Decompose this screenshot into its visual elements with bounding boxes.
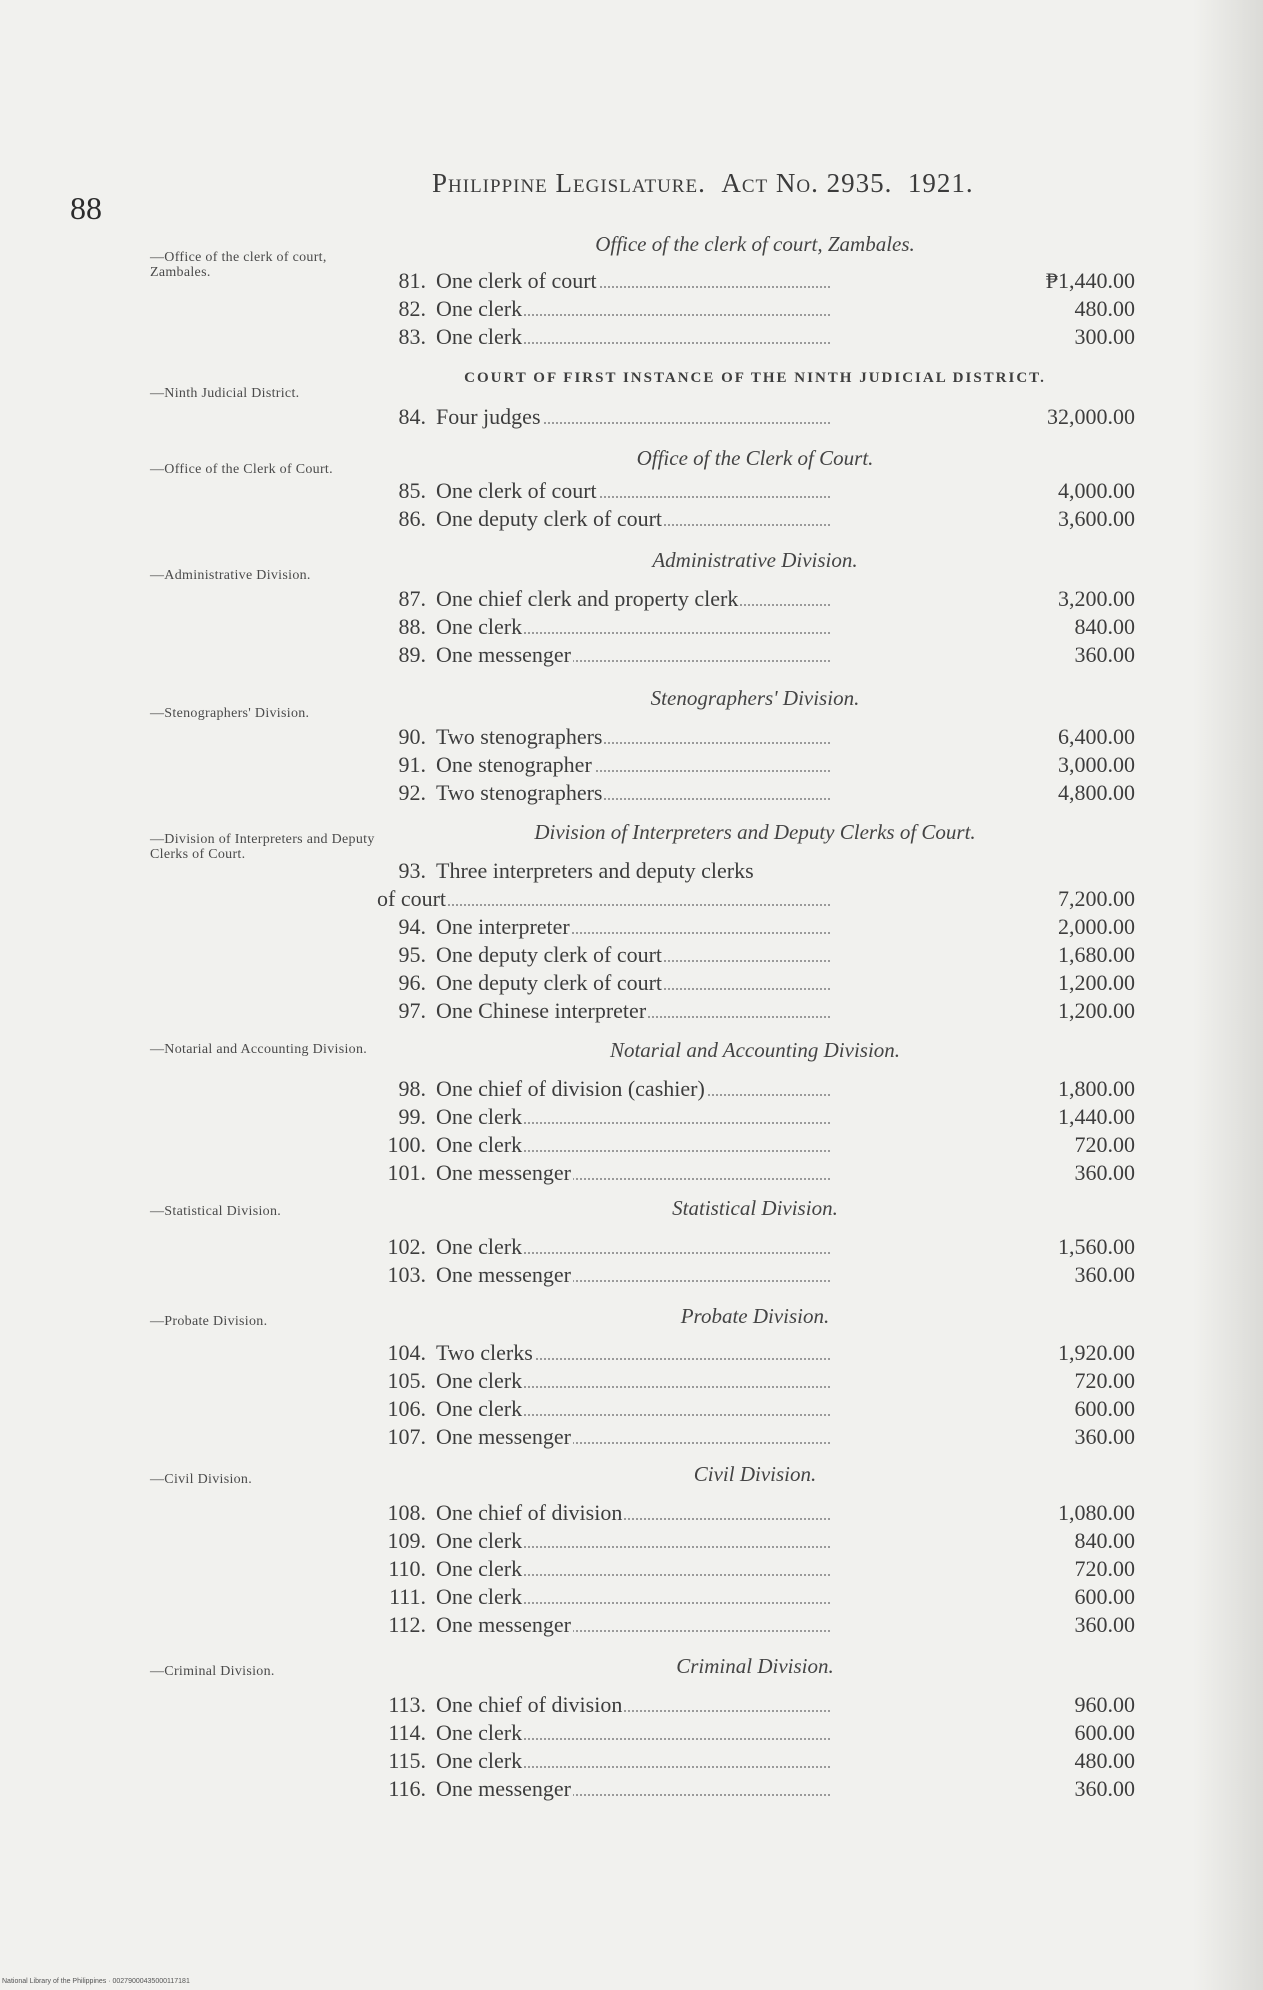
item-amount: 840.00: [1074, 1528, 1135, 1553]
item-description-continued: of court: [377, 886, 830, 912]
salary-row: [380, 1528, 1135, 1556]
salary-row: [380, 324, 1135, 352]
item-amount: 3,000.00: [1058, 752, 1135, 777]
running-head-year: 1921.: [907, 168, 974, 198]
salary-row: [380, 1692, 1135, 1720]
salary-row: [380, 506, 1135, 534]
item-description: One deputy clerk of court: [436, 970, 830, 996]
item-amount: 360.00: [1074, 1160, 1135, 1185]
item-number: 90.: [398, 724, 426, 749]
item-amount: 360.00: [1074, 642, 1135, 667]
item-description: One clerk: [436, 1720, 830, 1746]
salary-row: [380, 1262, 1135, 1290]
item-description: One Chinese interpreter: [436, 998, 830, 1024]
item-number: 98.: [398, 1076, 426, 1101]
item-number: 85.: [398, 478, 426, 503]
salary-row: [380, 914, 1135, 942]
running-head-legislature: Philippine Legislature.: [432, 168, 706, 198]
item-amount: 360.00: [1074, 1262, 1135, 1287]
item-amount: 600.00: [1074, 1584, 1135, 1609]
item-amount: 1,680.00: [1058, 942, 1135, 967]
item-amount: 720.00: [1074, 1132, 1135, 1157]
item-amount: 720.00: [1074, 1368, 1135, 1393]
item-number: 86.: [398, 506, 426, 531]
item-description: One deputy clerk of court: [436, 506, 830, 532]
item-number: 109.: [387, 1528, 426, 1553]
item-description: One stenographer: [436, 752, 830, 778]
item-number: 115.: [388, 1748, 426, 1773]
salary-row: [380, 478, 1135, 506]
item-description: One deputy clerk of court: [436, 942, 830, 968]
item-description: One clerk: [436, 614, 830, 640]
salary-row: [380, 752, 1135, 780]
item-description: One clerk: [436, 1368, 830, 1394]
item-amount: 1,200.00: [1058, 998, 1135, 1023]
item-number: 116.: [388, 1776, 426, 1801]
salary-row: [380, 404, 1135, 432]
item-number: 101.: [387, 1160, 426, 1185]
item-number: 95.: [398, 942, 426, 967]
section-title: Notarial and Accounting Division.: [609, 1038, 901, 1062]
margin-note: —Stenographers' Division.: [150, 706, 310, 721]
item-amount: 1,800.00: [1058, 1076, 1135, 1101]
item-amount: 480.00: [1074, 1748, 1135, 1773]
section-title: Stenographers' Division.: [650, 686, 860, 710]
salary-row: [380, 1556, 1135, 1584]
item-amount: 1,560.00: [1058, 1234, 1135, 1259]
salary-row: [380, 1368, 1135, 1396]
item-number: 94.: [398, 914, 426, 939]
item-description: Two clerks: [436, 1340, 830, 1366]
item-number: 99.: [398, 1104, 426, 1129]
item-number: 114.: [388, 1720, 426, 1745]
item-number: 107.: [387, 1424, 426, 1449]
item-amount: 1,920.00: [1058, 1340, 1135, 1365]
item-description: One chief of division (cashier): [436, 1076, 830, 1102]
section-title: Office of the Clerk of Court.: [636, 446, 874, 470]
section-title: Probate Division.: [680, 1304, 830, 1328]
item-number: 88.: [398, 614, 426, 639]
margin-note: —Criminal Division.: [150, 1664, 275, 1679]
item-amount: 1,440.00: [1058, 1104, 1135, 1129]
item-number: 83.: [398, 324, 426, 349]
item-number: 82.: [398, 296, 426, 321]
salary-row: [380, 586, 1135, 614]
margin-note: —Administrative Division.: [150, 568, 311, 583]
item-amount: 480.00: [1074, 296, 1135, 321]
section-title: COURT OF FIRST INSTANCE OF THE NINTH JUDICIAL DISTRICT.: [464, 370, 1046, 386]
item-description: One clerk of court: [436, 268, 830, 294]
item-amount: 4,800.00: [1058, 780, 1135, 805]
item-number: 111.: [389, 1584, 426, 1609]
item-description: Two stenographers: [436, 724, 830, 750]
page-edge-shadow: [1193, 0, 1263, 1990]
item-number: 102.: [387, 1234, 426, 1259]
item-description: One clerk: [436, 1584, 830, 1610]
item-amount: 4,000.00: [1058, 478, 1135, 503]
item-amount: 360.00: [1074, 1612, 1135, 1637]
item-number: 104.: [387, 1340, 426, 1365]
item-number: 81.: [398, 268, 426, 293]
salary-row: [380, 942, 1135, 970]
item-amount: 7,200.00: [1058, 886, 1135, 911]
item-number: 93.: [398, 858, 426, 883]
salary-row: [380, 642, 1135, 670]
item-description: One chief clerk and property clerk: [436, 586, 830, 612]
margin-note: —Division of Interpreters and Deputy Clerks of Court.: [150, 832, 375, 862]
item-amount: 1,080.00: [1058, 1500, 1135, 1525]
item-description: One clerk: [436, 296, 830, 322]
running-head: [432, 168, 1072, 199]
salary-row: [380, 998, 1135, 1026]
salary-row: [380, 1160, 1135, 1188]
item-description: One clerk: [436, 1396, 830, 1422]
margin-note: —Ninth Judicial District.: [150, 386, 300, 401]
item-description: One clerk of court: [436, 478, 830, 504]
item-number: 87.: [398, 586, 426, 611]
salary-row: [380, 780, 1135, 808]
margin-note: —Statistical Division.: [150, 1204, 282, 1219]
item-description: One interpreter: [436, 914, 830, 940]
item-description: One clerk: [436, 1528, 830, 1554]
salary-row: [380, 1340, 1135, 1368]
item-number: 96.: [398, 970, 426, 995]
margin-note: —Probate Division.: [150, 1314, 268, 1329]
salary-row: [380, 1612, 1135, 1640]
section-title: Civil Division.: [693, 1462, 817, 1486]
item-amount: 360.00: [1074, 1424, 1135, 1449]
item-description: One clerk: [436, 324, 830, 350]
salary-row: [380, 1776, 1135, 1804]
section-title: Office of the clerk of court, Zambales.: [595, 232, 915, 256]
salary-row: [380, 724, 1135, 752]
item-amount: ₱1,440.00: [1045, 268, 1135, 293]
item-amount: 960.00: [1074, 1692, 1135, 1717]
page-number: 88: [70, 190, 102, 226]
salary-row: [380, 970, 1135, 998]
item-number: 105.: [387, 1368, 426, 1393]
item-description: One clerk: [436, 1748, 830, 1774]
item-description: One messenger: [436, 1612, 830, 1638]
salary-row: [377, 886, 1135, 914]
salary-row-first-line: [380, 858, 1135, 886]
item-description: One clerk: [436, 1234, 830, 1260]
item-amount: 360.00: [1074, 1776, 1135, 1801]
item-amount: 32,000.00: [1047, 404, 1135, 429]
item-number: 108.: [387, 1500, 426, 1525]
salary-row: [380, 1424, 1135, 1452]
salary-row: [380, 1396, 1135, 1424]
item-description: Two stenographers: [436, 780, 830, 806]
item-number: 112.: [388, 1612, 426, 1637]
item-number: 91.: [398, 752, 426, 777]
item-number: 89.: [398, 642, 426, 667]
item-description: One messenger: [436, 642, 830, 668]
salary-row: [380, 1132, 1135, 1160]
item-number: 97.: [398, 998, 426, 1023]
item-description: One messenger: [436, 1160, 830, 1186]
salary-row: [380, 296, 1135, 324]
item-amount: 600.00: [1074, 1720, 1135, 1745]
item-description: One messenger: [436, 1424, 830, 1450]
salary-row: [380, 268, 1135, 296]
margin-note: —Civil Division.: [150, 1472, 253, 1487]
item-number: 103.: [387, 1262, 426, 1287]
item-amount: 6,400.00: [1058, 724, 1135, 749]
item-number: 106.: [387, 1396, 426, 1421]
salary-row: [380, 1076, 1135, 1104]
item-description: One clerk: [436, 1104, 830, 1130]
salary-row: [380, 1234, 1135, 1262]
salary-row: [380, 1748, 1135, 1776]
item-number: 110.: [388, 1556, 426, 1581]
item-description: One messenger: [436, 1776, 830, 1802]
section-title: Criminal Division.: [676, 1654, 834, 1678]
salary-row: [380, 1104, 1135, 1132]
item-number: 113.: [388, 1692, 426, 1717]
item-amount: 1,200.00: [1058, 970, 1135, 995]
item-description: One clerk: [436, 1132, 830, 1158]
margin-note: —Office of the clerk of court, Zambales.: [150, 250, 327, 280]
section-title: Statistical Division.: [672, 1196, 838, 1220]
item-amount: 3,200.00: [1058, 586, 1135, 611]
item-description: One chief of division: [436, 1692, 830, 1718]
section-title: Administrative Division.: [652, 548, 858, 572]
item-amount: 300.00: [1074, 324, 1135, 349]
item-amount: 3,600.00: [1058, 506, 1135, 531]
margin-note: —Office of the Clerk of Court.: [150, 462, 333, 477]
item-number: 84.: [398, 404, 426, 429]
margin-note: —Notarial and Accounting Division.: [150, 1042, 368, 1057]
salary-row: [380, 1584, 1135, 1612]
scan-footer-tag: National Library of the Philippines · 00279000435000117181: [2, 1978, 190, 1985]
running-head-act: Act No. 2935.: [721, 168, 893, 198]
item-amount: 2,000.00: [1058, 914, 1135, 939]
salary-row: [380, 614, 1135, 642]
item-amount: 600.00: [1074, 1396, 1135, 1421]
section-title: Division of Interpreters and Deputy Clerks of Court.: [534, 820, 976, 844]
salary-row: [380, 1720, 1135, 1748]
item-number: 92.: [398, 780, 426, 805]
item-description: One messenger: [436, 1262, 830, 1288]
item-description: Three interpreters and deputy clerks: [436, 858, 754, 883]
item-amount: 840.00: [1074, 614, 1135, 639]
item-description: Four judges: [436, 404, 830, 430]
item-description: One chief of division: [436, 1500, 830, 1526]
item-number: 100.: [387, 1132, 426, 1157]
item-amount: 720.00: [1074, 1556, 1135, 1581]
item-description: One clerk: [436, 1556, 830, 1582]
salary-row: [380, 1500, 1135, 1528]
